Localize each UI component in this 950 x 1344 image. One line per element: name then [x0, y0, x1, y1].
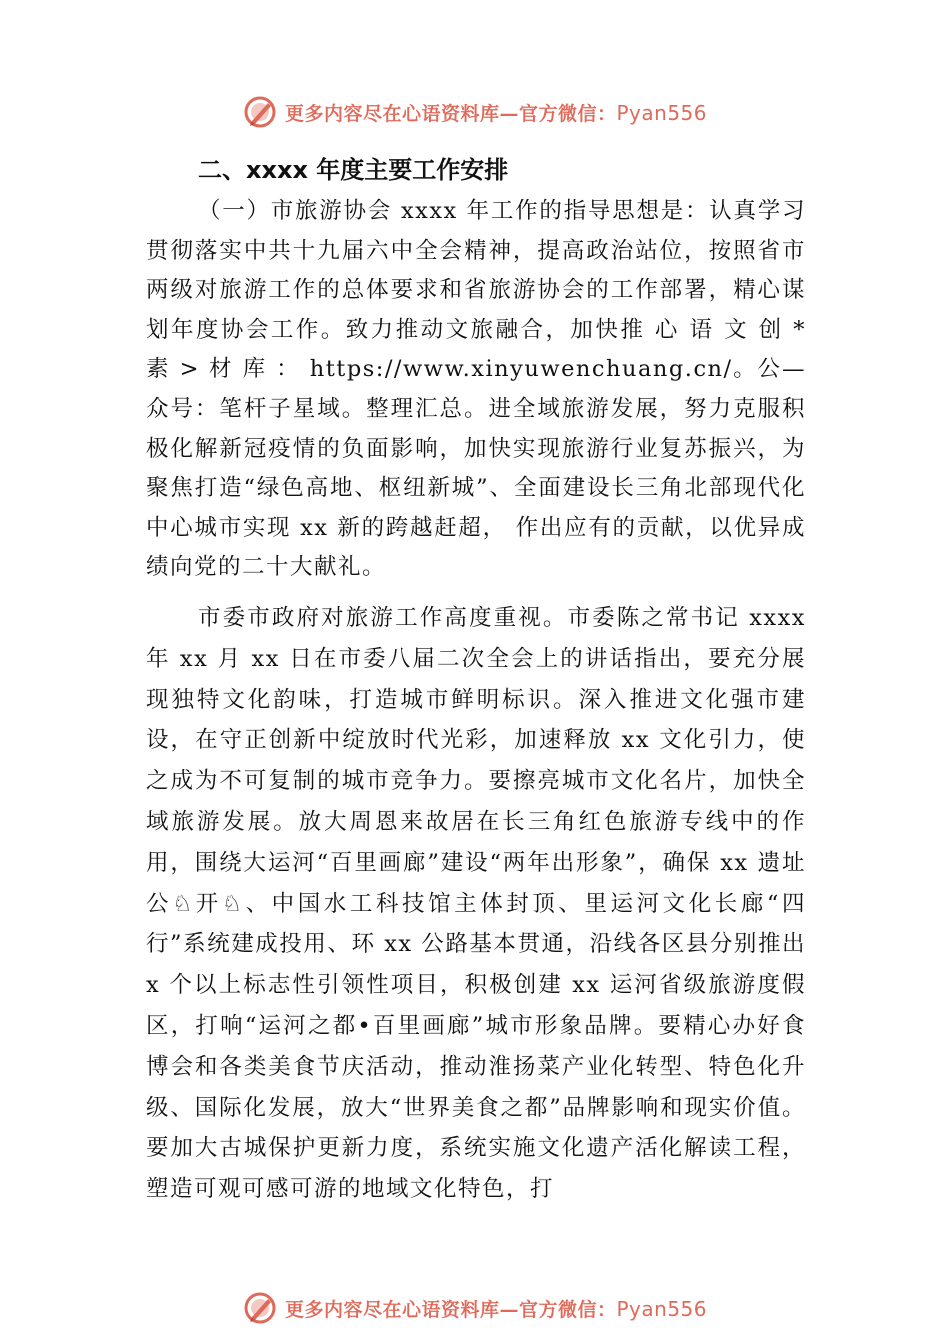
watermark-text: 更多内容尽在心语资料库—官方微信：Pyan556 — [284, 100, 708, 125]
section-heading: 二、xxxx 年度主要工作安排 — [198, 156, 509, 184]
document-page — [146, 148, 806, 1210]
watermark-text: 更多内容尽在心语资料库—官方微信：Pyan556 — [284, 1296, 708, 1321]
pen-circle-logo-icon — [243, 1291, 277, 1325]
pen-circle-logo-icon — [243, 95, 277, 129]
paragraph-guiding-thought: （一）市旅游协会 xxxx 年工作的指导思想是：认真学习贯彻落实中共十九届六中全会精神，提高政治站位，按照省市两级对旅游工作的总体要求和省旅游协会的工作部署，精心谋划年度协会工作。致力推动文旅融合，加快推 心 语 文 创 * 素 > 材 库 ： https://www.xinyuwenchuang.cn/。公—众号：笔杆子星域。整理汇总。进全域旅游发展，努力克服积极化解新冠疫情的负面影响，加快实现旅游行业复苏振兴，为聚焦打造“绿色高地、枢纽新城”、全面建设长三角北部现代化中心城市实现 xx 新的跨越赶超， 作出应有的贡献，以优异成绩向党的二十大献礼。 — [146, 198, 806, 581]
watermark-wechat-id: Pyan556 — [616, 100, 708, 125]
watermark-footer — [0, 1288, 950, 1328]
watermark-header — [0, 92, 950, 132]
paragraph-municipal-emphasis: 市委市政府对旅游工作高度重视。市委陈之常书记 xxxx 年 xx 月 xx 日在市委八届二次全会上的讲话指出，要充分展现独特文化韵味，打造城市鲜明标识。深入推进文化强市建设，在守正创新中绽放时代光彩，加速释放 xx 文化引力，使之成为不可复制的城市竞争力。要擦亮城市文化名片，加快全域旅游发展。放大周恩来故居在长三角红色旅游专线中的作用，围绕大运河“百里画廊”建设“两年出形象”，确保 xx 遗址公♘开♘、中国水工科技馆主体封顶、里运河文化长廊“四行”系统建成投用、环 xx 公路基本贯通，沿线各区县分别推出 x 个以上标志性引领性项目，积极创建 xx 运河省级旅游度假区，打响“运河之都•百里画廊”城市形象品牌。要精心办好食博会和各类美食节庆活动，推动淮扬菜产业化转型、特色化升级、国际化发展，放大“世界美食之都”品牌影响和现实价值。要加大古城保护更新力度，系统实施文化遗产活化解读工程，塑造可观可感可游的地域文化特色，打 — [146, 604, 806, 1203]
watermark-wechat-id: Pyan556 — [616, 1296, 708, 1321]
